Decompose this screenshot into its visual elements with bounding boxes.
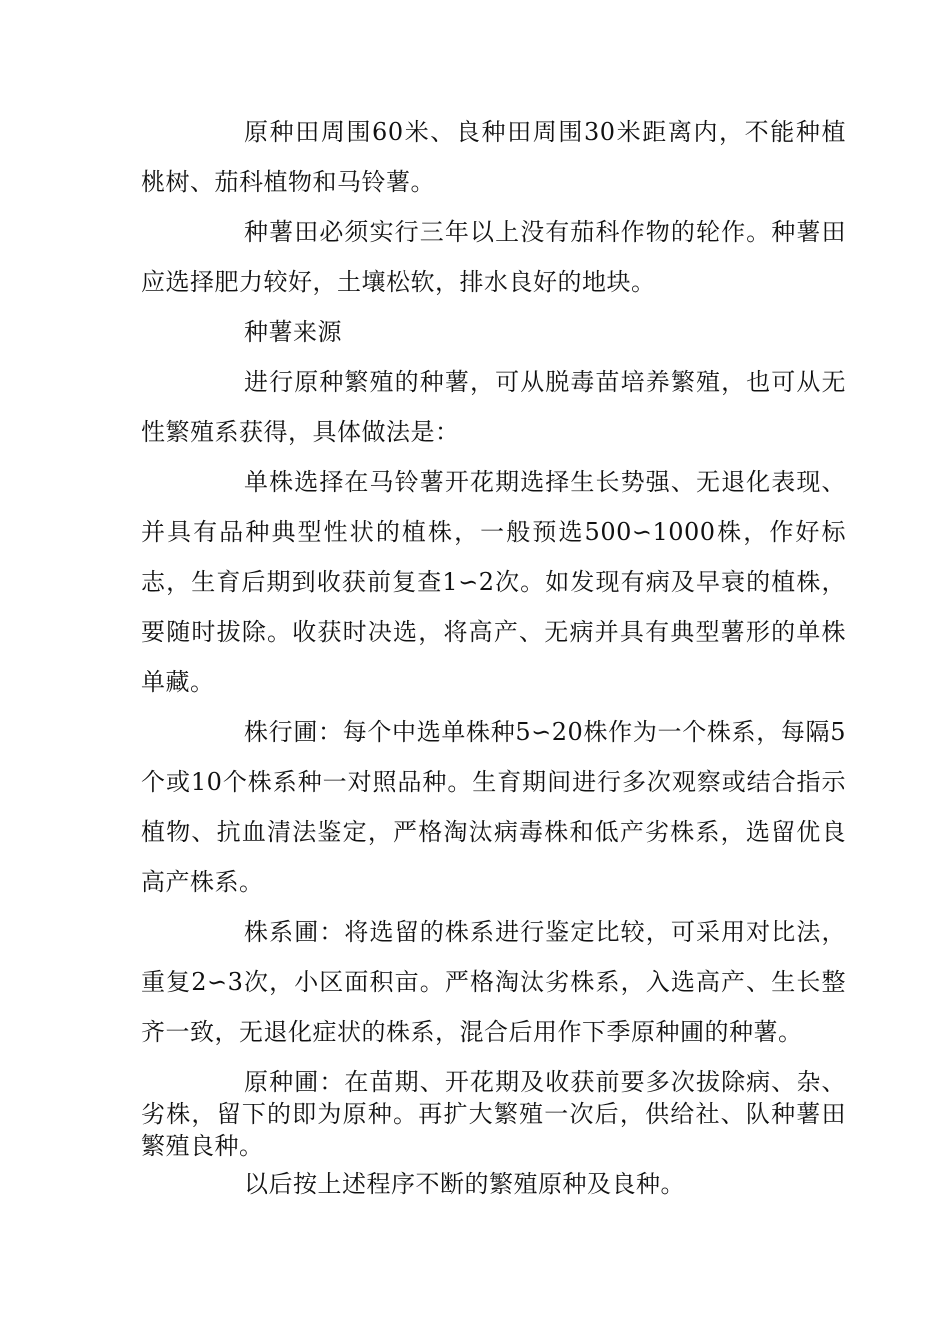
paragraph-isolation-distance: 原种田周围60米、良种田周围30米距离内，不能种植桃树、茄科植物和马铃薯。 [141, 118, 846, 196]
paragraph-single-plant-selection: 单株选择在马铃薯开花期选择生长势强、无退化表现、并具有品种典型性状的植株，一般预选500∽1000株，作好标志，生育后期到收获前复查1∽2次。如发现有病及早衰的植株，要随时拔除。收获时决选，将高产、无病并具有典型薯形的单株单藏。 [141, 468, 846, 696]
paragraph-conclusion: 以后按上述程序不断的繁殖原种及良种。 [244, 1170, 685, 1198]
paragraph-plant-row-nursery: 株行圃：每个中选单株种5∽20株作为一个株系，每隔5个或10个株系种一对照品种。生育期间进行多次观察或结合指示植物、抗血清法鉴定，严格淘汰病毒株和低产劣株系，选留优良高产株系。 [141, 718, 846, 896]
paragraph-original-seed-nursery: 原种圃：在苗期、开花期及收获前要多次拔除病、杂、劣株，留下的即为原种。再扩大繁殖一次后，供给社、队种薯田繁殖良种。 [141, 1068, 846, 1160]
paragraph-crop-rotation: 种薯田必须实行三年以上没有茄科作物的轮作。种薯田应选择肥力较好，土壤松软，排水良好的地块。 [141, 218, 846, 296]
section-heading-seed-source: 种薯来源 [244, 318, 342, 346]
paragraph-seed-source: 进行原种繁殖的种薯，可从脱毒苗培养繁殖，也可从无性繁殖系获得，具体做法是： [141, 368, 846, 446]
paragraph-line-nursery: 株系圃：将选留的株系进行鉴定比较，可采用对比法，重复2∽3次，小区面积亩。严格淘汰劣株系，入选高产、生长整齐一致，无退化症状的株系，混合后用作下季原种圃的种薯。 [141, 918, 846, 1046]
